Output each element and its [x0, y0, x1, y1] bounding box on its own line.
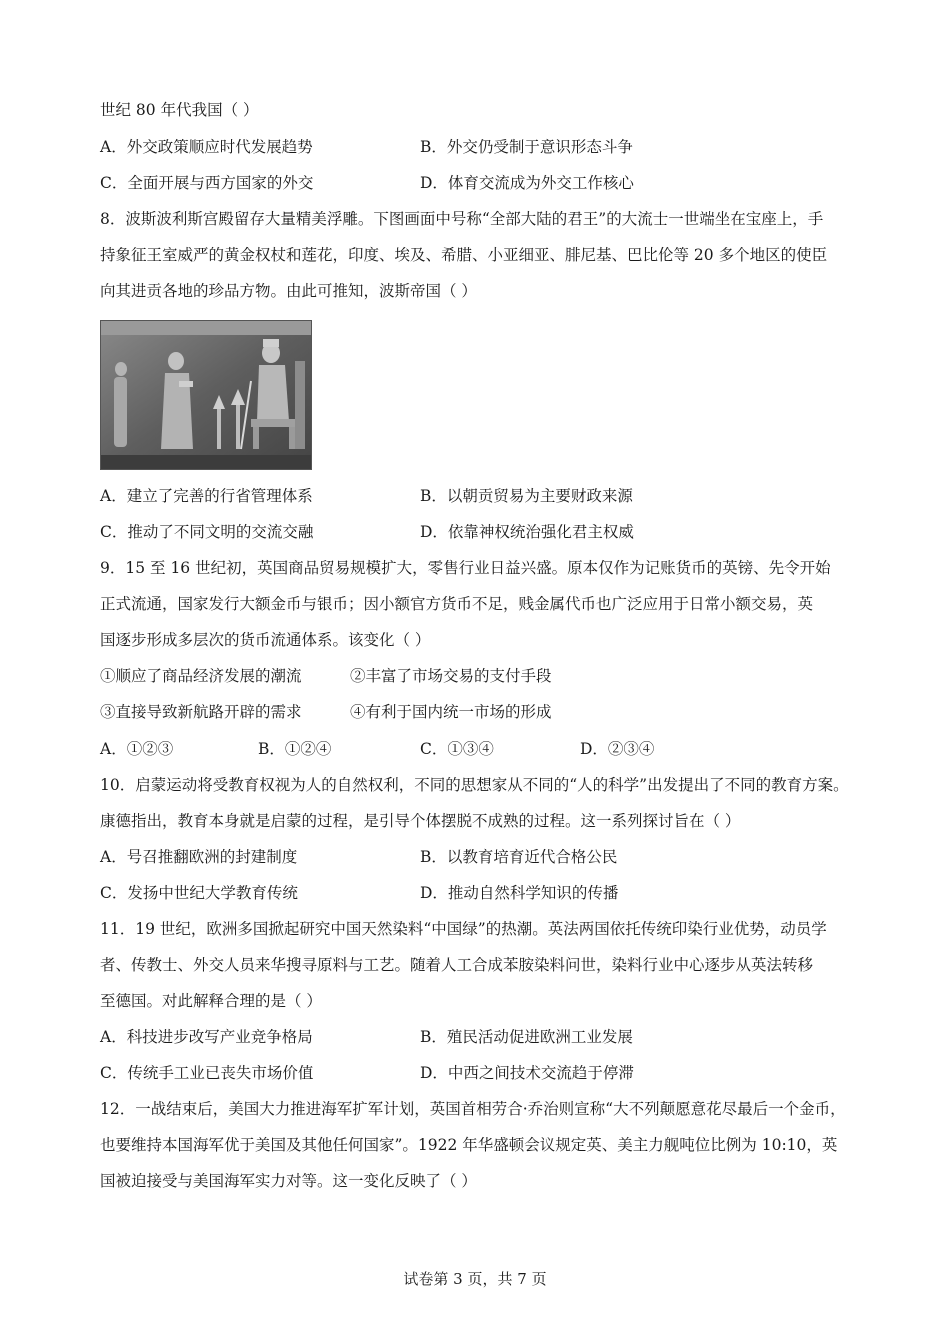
- q9-option-row: [100, 739, 860, 759]
- q8-stem-line-1: 8．波斯波利斯宫殿留存大量精美浮雕。下图画面中号称“全部大陆的君王”的大流士一世端坐在宝座上，手: [100, 210, 824, 228]
- q7-stem-tail: 世纪 80 年代我国（ ）: [100, 101, 259, 119]
- q9-statement-row-2: [100, 702, 860, 722]
- q10-option-row-1: [100, 847, 860, 867]
- q9-statement-4: ④有利于国内统一市场的形成: [350, 703, 552, 721]
- q8-option-b: B．以朝贡贸易为主要财政来源: [420, 487, 633, 505]
- q9-statement-3: ③直接导致新航路开辟的需求: [100, 703, 302, 721]
- q10-option-c: C．发扬中世纪大学教育传统: [100, 884, 298, 902]
- q10-stem-line-1: 10．启蒙运动将受教育权视为人的自然权利，不同的思想家从不同的“人的科学”出发提出了不同的教育方案。: [100, 776, 849, 794]
- q12-stem-line-2: 也要维持本国海军优于美国及其他任何国家”。1922 年华盛顿会议规定英、美主力舰吨位比例为 10:10，英: [100, 1136, 838, 1154]
- q11-option-d: D．中西之间技术交流趋于停滞: [420, 1064, 634, 1082]
- q10-option-row-2: [100, 883, 860, 903]
- q11-option-row-2: [100, 1063, 860, 1083]
- q7-option-c: C．全面开展与西方国家的外交: [100, 174, 314, 192]
- q9-option-d: D．②③④: [580, 740, 655, 758]
- q9-option-c: C．①③④: [420, 740, 494, 758]
- q8-stem-line-3: 向其进贡各地的珍品方物。由此可推知，波斯帝国（ ）: [100, 282, 477, 300]
- q11-option-a: A．科技进步改写产业竞争格局: [100, 1028, 313, 1046]
- q9-stem-line-2: 正式流通，国家发行大额金币与银币；因小额官方货币不足，贱金属代币也广泛应用于日常小额交易，英: [100, 595, 814, 613]
- q9-statement-2: ②丰富了市场交易的支付手段: [350, 667, 552, 685]
- page-footer: 试卷第 3 页，共 7 页: [403, 1270, 547, 1288]
- q10-option-d: D．推动自然科学知识的传播: [420, 884, 619, 902]
- q8-option-row-2: [100, 522, 860, 542]
- q7-option-d: D．体育交流成为外交工作核心: [420, 174, 634, 192]
- q9-statement-row-1: [100, 666, 860, 686]
- q11-stem-line-2: 者、传教士、外交人员来华搜寻原料与工艺。随着人工合成苯胺染料问世，染料行业中心逐步从英法转移: [100, 956, 814, 974]
- q12-stem-line-1: 12．一战结束后，美国大力推进海军扩军计划，英国首相劳合·乔治则宣称“大不列颠愿意花尽最后一个金币，: [100, 1100, 846, 1118]
- q8-option-row-1: [100, 486, 860, 506]
- q8-stem-line-2: 持象征王室威严的黄金权杖和莲花，印度、埃及、希腊、小亚细亚、腓尼基、巴比伦等 20 多个地区的使臣: [100, 246, 828, 264]
- q9-stem-line-3: 国逐步形成多层次的货币流通体系。该变化（ ）: [100, 631, 431, 649]
- q11-option-c: C．传统手工业已丧失市场价值: [100, 1064, 314, 1082]
- q10-option-b: B．以教育培育近代合格公民: [420, 848, 618, 866]
- q8-option-a: A．建立了完善的行省管理体系: [100, 487, 313, 505]
- relief-illustration: [101, 321, 311, 469]
- q10-option-a: A．号召推翻欧洲的封建制度: [100, 848, 298, 866]
- q9-option-a: A．①②③: [100, 740, 174, 758]
- q9-statement-1: ①顺应了商品经济发展的潮流: [100, 667, 302, 685]
- q8-option-c: C．推动了不同文明的交流交融: [100, 523, 314, 541]
- q7-option-b: B．外交仍受制于意识形态斗争: [420, 138, 633, 156]
- persepolis-relief-image: [100, 320, 312, 470]
- q10-stem-line-2: 康德指出，教育本身就是启蒙的过程，是引导个体摆脱不成熟的过程。这一系列探讨旨在（ ）: [100, 812, 741, 830]
- q11-stem-line-1: 11．19 世纪，欧洲多国掀起研究中国天然染料“中国绿”的热潮。英法两国依托传统印染行业优势，动员学: [100, 920, 827, 938]
- q11-option-row-1: [100, 1027, 860, 1047]
- q7-option-row-1: [100, 137, 860, 157]
- q12-stem-line-3: 国被迫接受与美国海军实力对等。这一变化反映了（ ）: [100, 1172, 477, 1190]
- q8-option-d: D．依靠神权统治强化君主权威: [420, 523, 634, 541]
- q7-option-row-2: [100, 173, 860, 193]
- q9-stem-line-1: 9．15 至 16 世纪初，英国商品贸易规模扩大，零售行业日益兴盛。原本仅作为记账货币的英镑、先令开始: [100, 559, 831, 577]
- q11-option-b: B．殖民活动促进欧洲工业发展: [420, 1028, 633, 1046]
- q11-stem-line-3: 至德国。对此解释合理的是（ ）: [100, 992, 322, 1010]
- q9-option-b: B．①②④: [258, 740, 332, 758]
- q7-option-a: A．外交政策顺应时代发展趋势: [100, 138, 313, 156]
